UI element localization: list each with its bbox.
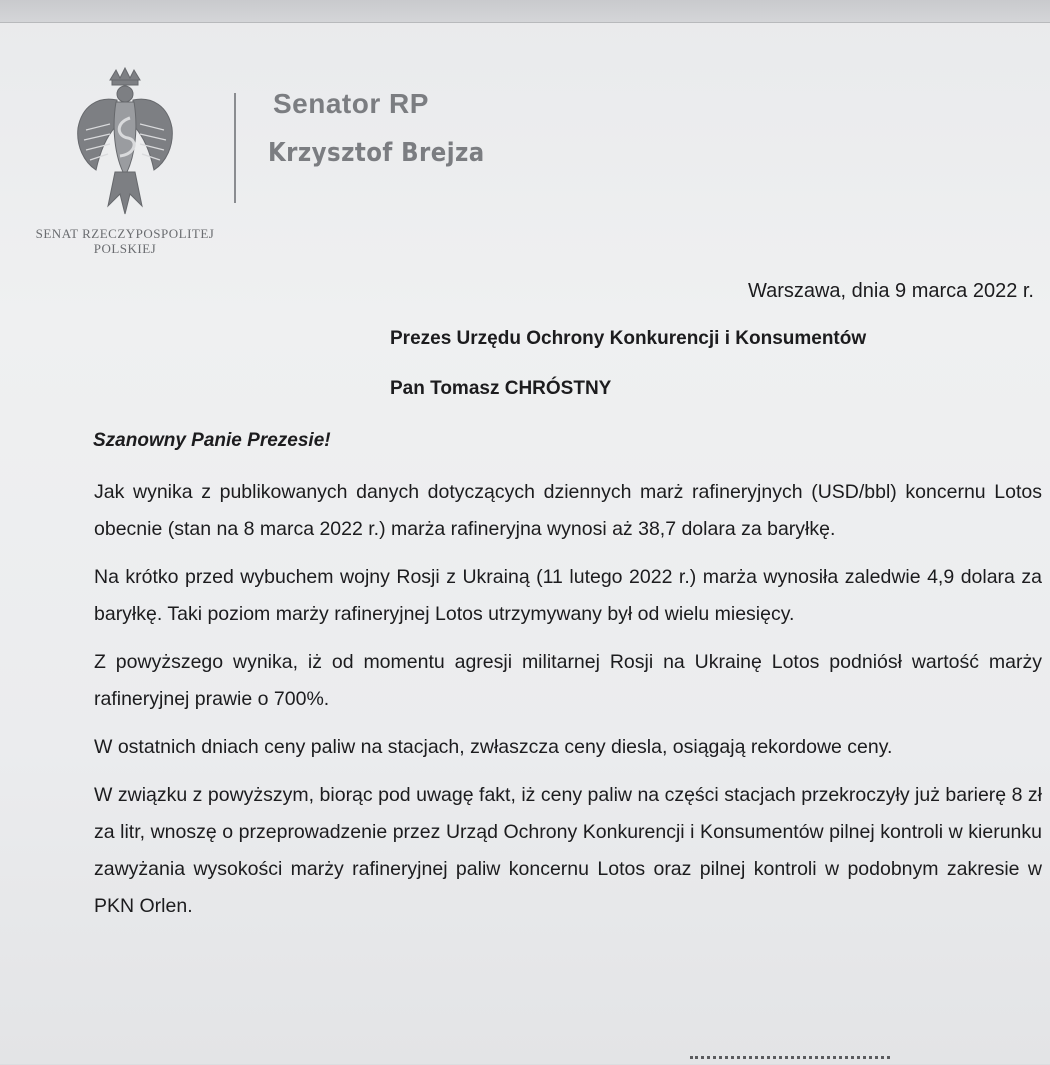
paragraph-1: Jak wynika z publikowanych danych dotyczących dziennych marż rafineryjnych (USD/bbl) koncernu Lotos obecnie (stan na 8 marca 2022 r.) marża rafineryjna wynosi aż 38,7 dolara za baryłkę. bbox=[94, 481, 1042, 540]
letterhead-divider bbox=[234, 93, 236, 203]
salutation: Szanowny Panie Prezesie! bbox=[93, 430, 331, 451]
paragraph-4: W ostatnich dniach ceny paliw na stacjach, zwłaszcza ceny diesla, osiągają rekordowe ceny. bbox=[94, 736, 893, 758]
paragraph-2: Na krótko przed wybuchem wojny Rosji z Ukrainą (11 lutego 2022 r.) marża wynosiła zaledwie 4,9 dolara za baryłkę. Taki poziom marży rafineryjnej Lotos utrzymywany był od wielu miesięcy. bbox=[94, 566, 1042, 625]
paragraph-5: W związku z powyższym, biorąc pod uwagę fakt, iż ceny paliw na części stacjach przekroczyły już barierę 8 zł za litr, wnoszę o przeprowadzenie przez Urząd Ochrony Konkurencji i Konsumentów pilnej kontroli w kierunku zawyżania wysokości marży rafineryjnej paliw koncernu Lotos oraz pilnej kontroli w podobnym zakresie w PKN Orlen. bbox=[94, 784, 1042, 917]
senate-eagle-emblem-icon bbox=[70, 66, 180, 226]
senate-caption: SENAT RZECZYPOSPOLITEJ POLSKIEJ bbox=[35, 226, 215, 256]
monitor-top-bezel bbox=[0, 0, 1050, 23]
letter-body bbox=[94, 474, 1042, 936]
addressee-office: Prezes Urzędu Ochrony Konkurencji i Konsumentów bbox=[390, 328, 867, 349]
addressee-name: Pan Tomasz CHRÓSTNY bbox=[390, 378, 612, 399]
date-line: Warszawa, dnia 9 marca 2022 r. bbox=[747, 280, 1034, 302]
paragraph-3: Z powyższego wynika, iż od momentu agresji militarnej Rosji na Ukrainę Lotos podniósł wartość marży rafineryjnej prawie o 700%. bbox=[94, 651, 1042, 710]
sender-title: Senator RP bbox=[273, 88, 429, 119]
sender-name: Krzysztof Brejza bbox=[268, 138, 485, 168]
